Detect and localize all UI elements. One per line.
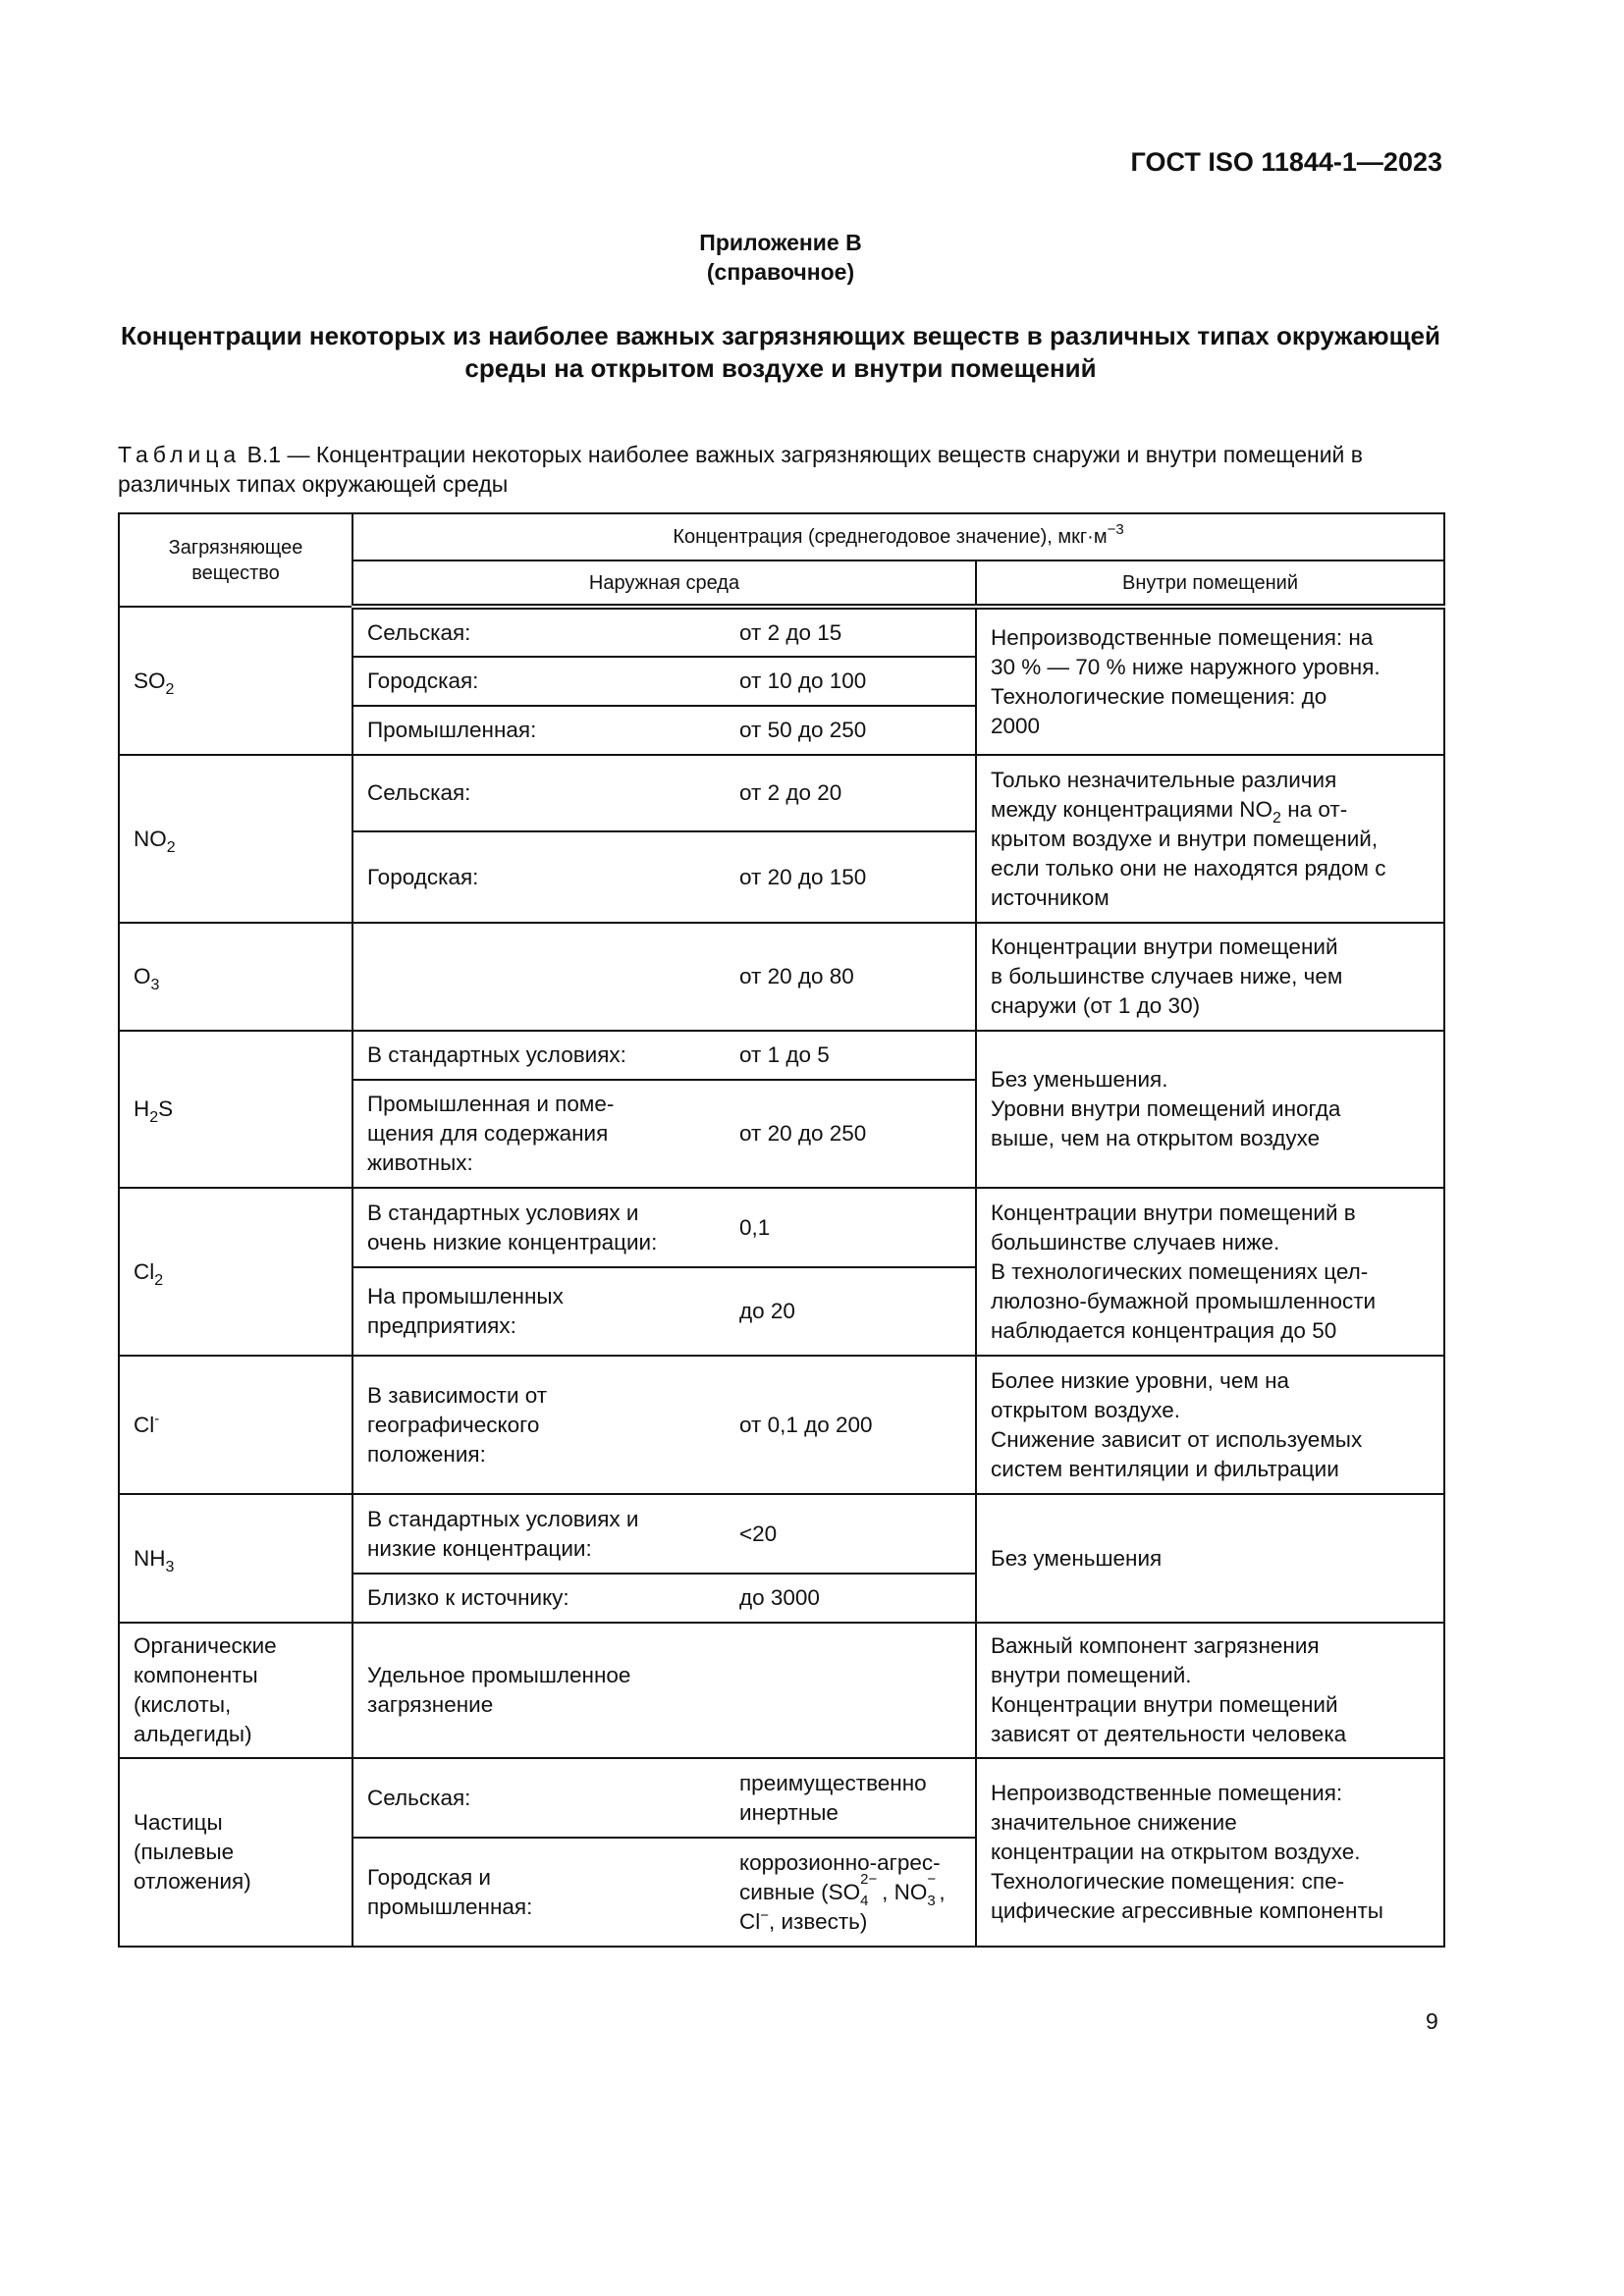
concentration-value: от 20 до 250 xyxy=(726,1080,976,1188)
header-unit-exponent: −3 xyxy=(1107,521,1124,538)
environment-label: Городская: xyxy=(352,657,726,706)
appendix-title xyxy=(118,228,1443,287)
caption-text: В.1 — Концентрации некоторых наиболее важных загрязняющих веществ снаружи и внутри помещений в различных типах окружающей среды xyxy=(118,442,1364,497)
value-text: , NO xyxy=(882,1879,928,1904)
concentration-value xyxy=(726,1838,976,1947)
substance-name: O xyxy=(134,964,151,988)
header-concentration-text: Концентрация (среднегодовое значение), мкг·м xyxy=(673,526,1108,548)
concentration-value: <20 xyxy=(726,1494,976,1574)
appendix-type: (справочное) xyxy=(706,259,855,285)
indoor-note: Концентрации внутри помещений в большинстве случаев ниже, чем снаружи (от 1 до 30) xyxy=(976,923,1444,1031)
superscript: − xyxy=(927,1870,937,1888)
environment-label: Сельская: xyxy=(352,755,726,831)
superscript: 2− xyxy=(860,1870,878,1888)
table-row-so2 xyxy=(119,607,1444,657)
concentration-value: до 3000 xyxy=(726,1574,976,1623)
table-row-organic xyxy=(119,1623,1444,1758)
substance-name: Cl xyxy=(134,1258,155,1284)
indoor-note: Без уменьшения xyxy=(976,1494,1444,1623)
section-heading: Концентрации некоторых из наиболее важных загрязняющих веществ в различных типах окружающей среды на открытом воздухе и внутри помещений xyxy=(121,321,1440,383)
indoor-text: на от- крытом воздухе и внутри помещений, если только они не находятся рядом с источником xyxy=(991,796,1386,910)
substance-so2 xyxy=(119,607,352,755)
substance-h2s xyxy=(119,1031,352,1188)
header-concentration xyxy=(352,513,1444,561)
environment-label: В стандартных условиях и очень низкие концентрации: xyxy=(352,1188,726,1267)
environment-label: Городская и промышленная: xyxy=(352,1838,726,1947)
document-code: ГОСТ ISO 11844-1—2023 xyxy=(1130,147,1442,177)
environment-label: На промышленных предприятиях: xyxy=(352,1267,726,1356)
concentration-value: от 50 до 250 xyxy=(726,706,976,755)
table-row-chloride xyxy=(119,1356,1444,1494)
concentration-value xyxy=(726,1623,976,1758)
indoor-note: Важный компонент загрязнения внутри помещений. Концентрации внутри помещений зависят от деятельности человека xyxy=(976,1623,1444,1758)
subscript: 2 xyxy=(166,838,176,856)
environment-label: Удельное промышленное загрязнение xyxy=(352,1623,726,1758)
value-text: коррозионно-агрес- сивные (SO xyxy=(739,1849,941,1904)
indoor-note: Без уменьшения. Уровни внутри помещений иногда выше, чем на открытом воздухе xyxy=(976,1031,1444,1188)
subscript: 2 xyxy=(149,1109,159,1126)
substance-o3 xyxy=(119,923,352,1031)
environment-label: Промышленная: xyxy=(352,706,726,755)
substance-particles: Частицы (пылевые отложения) xyxy=(119,1758,352,1947)
table-row-no2 xyxy=(119,755,1444,831)
table-row-particles xyxy=(119,1758,1444,1838)
concentration-value: от 1 до 5 xyxy=(726,1031,976,1080)
environment-label: Близко к источнику: xyxy=(352,1574,726,1623)
substance-name-tail: S xyxy=(158,1096,174,1121)
no3-charge xyxy=(927,1870,939,1909)
table-caption xyxy=(118,440,1445,499)
subscript: 2 xyxy=(1272,809,1281,827)
concentration-value: от 0,1 до 200 xyxy=(726,1356,976,1494)
table-row-h2s xyxy=(119,1031,1444,1080)
appendix-label: Приложение В xyxy=(699,230,862,255)
environment-label xyxy=(352,923,726,1031)
substance-cl2 xyxy=(119,1188,352,1356)
value-text: , известь) xyxy=(769,1908,868,1934)
superscript: − xyxy=(760,1906,770,1924)
concentration-value: от 20 до 80 xyxy=(726,923,976,1031)
indoor-note: Концентрации внутри помещений в большинстве случаев ниже. В технологических помещениях цел- люлозно-бумажной промышленности наблюдается концентрация до 50 xyxy=(976,1188,1444,1356)
subscript: 3 xyxy=(927,1892,936,1909)
substance-chloride xyxy=(119,1356,352,1494)
environment-label: В стандартных условиях: xyxy=(352,1031,726,1080)
concentration-value: 0,1 xyxy=(726,1188,976,1267)
indoor-note: Непроизводственные помещения: значительное снижение концентрации на открытом воздухе. Технологические помещения: спе- цифические агрессивные компоненты xyxy=(976,1758,1444,1947)
substance-name: SO xyxy=(134,667,166,693)
environment-label: Городская: xyxy=(352,831,726,923)
concentration-value: до 20 xyxy=(726,1267,976,1356)
table-row-nh3 xyxy=(119,1494,1444,1574)
concentration-value: преимущественно инертные xyxy=(726,1758,976,1838)
indoor-note: Непроизводственные помещения: на 30 % — 70 % ниже наружного уровня. Технологические помещения: до 2000 xyxy=(976,607,1444,755)
environment-label: В зависимости от географического положения: xyxy=(352,1356,726,1494)
subscript: 3 xyxy=(165,1558,175,1575)
so4-charge xyxy=(860,1870,882,1909)
indoor-note xyxy=(976,755,1444,923)
environment-label: Сельская: xyxy=(352,607,726,657)
environment-label: Промышленная и поме- щения для содержания животных: xyxy=(352,1080,726,1188)
subscript: 4 xyxy=(860,1892,869,1909)
subscript: 3 xyxy=(150,977,160,993)
subscript: 2 xyxy=(165,680,175,698)
indoor-note: Более низкие уровни, чем на открытом воздухе. Снижение зависит от используемых систем вентиляции и фильтрации xyxy=(976,1356,1444,1494)
substance-name: NO xyxy=(134,826,167,851)
environment-label: Сельская: xyxy=(352,1758,726,1838)
header-outdoor: Наружная среда xyxy=(352,561,976,607)
pollutant-table xyxy=(118,512,1445,1948)
header-indoor: Внутри помещений xyxy=(976,561,1444,607)
superscript: - xyxy=(154,1410,160,1427)
substance-name: Cl xyxy=(134,1412,155,1437)
value-text: , Cl xyxy=(739,1879,946,1934)
concentration-value: от 2 до 15 xyxy=(726,607,976,657)
concentration-value: от 20 до 150 xyxy=(726,831,976,923)
concentration-value: от 10 до 100 xyxy=(726,657,976,706)
substance-name: NH xyxy=(134,1545,166,1571)
table-row-cl2 xyxy=(119,1188,1444,1267)
table-row-o3 xyxy=(119,923,1444,1031)
substance-no2 xyxy=(119,755,352,923)
concentration-value: от 2 до 20 xyxy=(726,755,976,831)
environment-label: В стандартных условиях и низкие концентрации: xyxy=(352,1494,726,1574)
header-substance: Загрязняющее вещество xyxy=(119,513,352,607)
substance-name: H xyxy=(134,1096,150,1121)
caption-label: Таблица xyxy=(118,442,242,467)
page-number: 9 xyxy=(1426,2008,1438,2034)
substance-organic: Органические компоненты (кислоты, альдегиды) xyxy=(119,1623,352,1758)
subscript: 2 xyxy=(154,1271,164,1289)
indoor-text: Только незначительные различия между концентрациями NO xyxy=(991,767,1337,822)
substance-nh3 xyxy=(119,1494,352,1623)
